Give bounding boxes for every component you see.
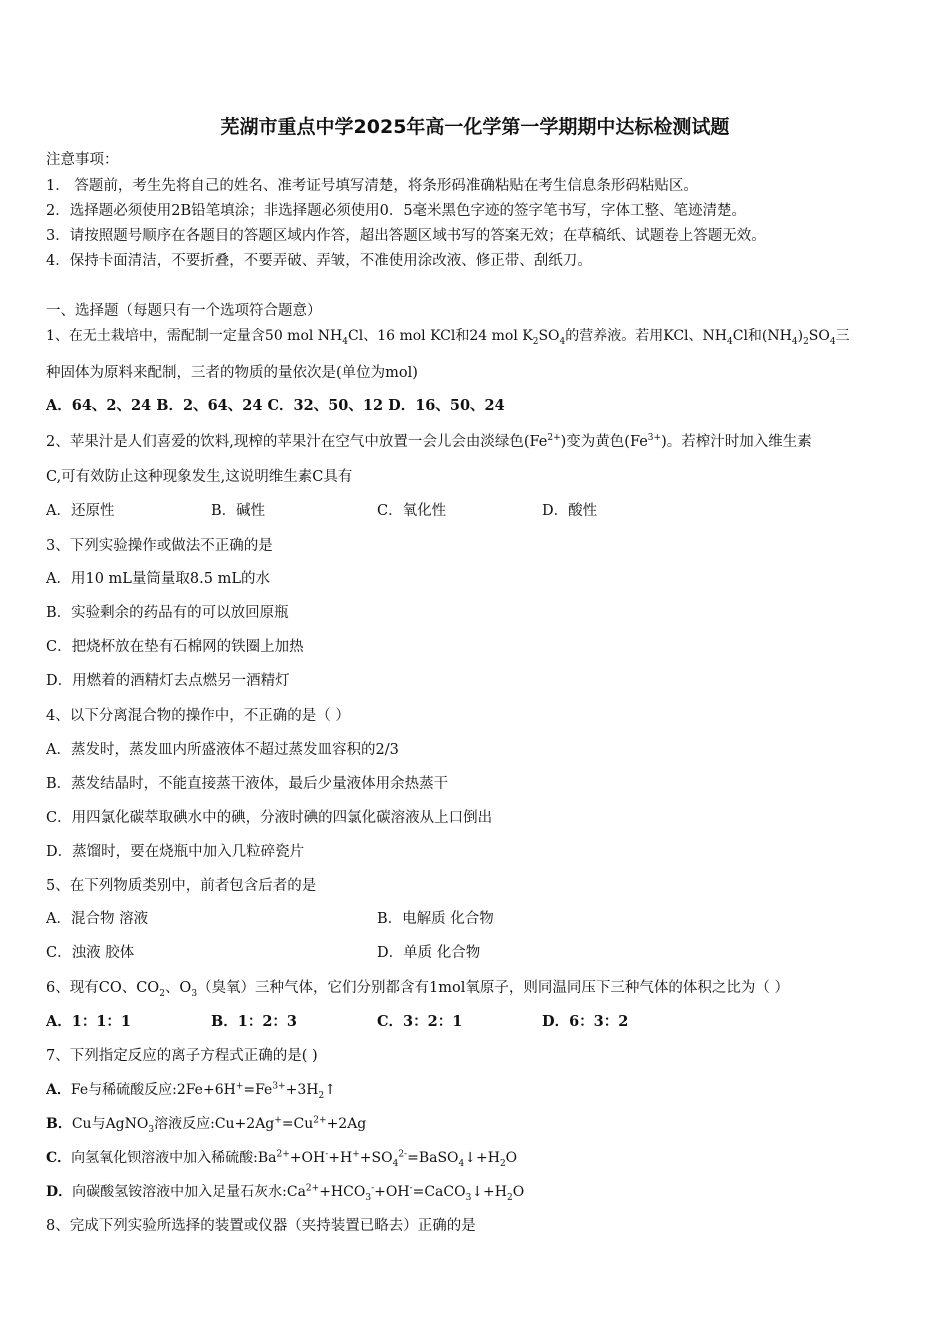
q6-option-a: A．1：1：1 <box>46 1013 132 1030</box>
q5-stem: 5、在下列物质类别中，前者包含后者的是 <box>46 878 317 894</box>
q6-option-d: D．6：3：2 <box>542 1013 629 1030</box>
q7-stem: 7、下列指定反应的离子方程式正确的是( ) <box>46 1048 318 1064</box>
q5-option-d: D．单质 化合物 <box>377 945 481 961</box>
q3-option-c: C．把烧杯放在垫有石棉网的铁圈上加热 <box>46 639 304 655</box>
q4-option-b: B．蒸发结晶时，不能直接蒸干液体，最后少量液体用余热蒸干 <box>46 776 449 792</box>
q4-option-a: A．蒸发时，蒸发皿内所盛液体不超过蒸发皿容积的2/3 <box>46 742 399 758</box>
notice-heading: 注意事项： <box>46 152 119 168</box>
q6-option-b: B．1：2：3 <box>211 1013 298 1030</box>
q4-option-c: C．用四氯化碳萃取碘水中的碘，分液时碘的四氯化碳溶液从上口倒出 <box>46 810 493 826</box>
q6-stem: 6、现有CO、$CO_2$、$O_3$（臭氧）三种气体，它们分别都含有1mol氧原子，则同温同压下三种气体的体积之比为（ ） <box>46 980 790 999</box>
q1-stem-line1: 1、在无土栽培中，需配制一定量含50 mol $NH_4Cl$、16 mol KCl和24 mol $K_2SO_4$的营养液。若用KCl、$NH_4Cl$和$(NH_4)_2SO_4$三 <box>46 328 850 347</box>
q2-stem-line1: 2、苹果汁是人们喜爱的饮料,现榨的苹果汁在空气中放置一会儿会由淡绿色$(Fe^{2+})$变为黄色$(Fe^{3+})$。若榨汁时加入维生素 <box>46 433 812 450</box>
q3-option-d: D．用燃着的酒精灯去点燃另一酒精灯 <box>46 673 290 689</box>
q1-options: A．64、2、24 B．2、64、24 C．32、50、12 D．16、50、24 <box>46 397 505 414</box>
q2-option-a: A．还原性 <box>46 503 115 519</box>
q5-option-c: C．浊液 胶体 <box>46 945 135 961</box>
notice-item-4: 4．保持卡面清洁，不要折叠，不要弄破、弄皱，不准使用涂改液、修正带、刮纸刀。 <box>46 253 592 269</box>
q7-option-c: C．向氢氧化钡溶液中加入稀硫酸$:Ba^{2+}+OH^-+H^++SO_4^{2-}=BaSO_4↓+H_2O$ <box>46 1149 518 1169</box>
q6-option-c: C．3：2：1 <box>377 1013 463 1030</box>
q1-stem-line2: 种固体为原料来配制，三者的物质的量依次是(单位为mol) <box>46 365 418 381</box>
q2-option-b: B．碱性 <box>211 503 266 519</box>
q7-option-b: B．Cu与AgNO$_3$溶液反应$:Cu+2Ag^+=Cu^{2+}+2Ag$ <box>46 1115 367 1135</box>
q3-option-a: A．用10 mL量筒量取8.5 mL的水 <box>46 571 270 587</box>
q4-option-d: D．蒸馏时，要在烧瓶中加入几粒碎瓷片 <box>46 844 305 860</box>
q2-stem-line2: C,可有效防止这种现象发生,这说明维生素C具有 <box>46 469 353 485</box>
q4-stem: 4、以下分离混合物的操作中，不正确的是（ ） <box>46 708 350 724</box>
q7-option-d: D．向碳酸氢铵溶液中加入足量石灰水$:Ca^{2+}+HCO_3^-+OH^-=CaCO_3↓+H_2O$ <box>46 1183 525 1203</box>
notice-item-3: 3．请按照题号顺序在各题目的答题区域内作答，超出答题区域书写的答案无效；在草稿纸、试题卷上答题无效。 <box>46 228 766 244</box>
q7-option-a: A．Fe与稀硫酸反应$:2Fe+6H^+=Fe^{3+}+3H_2↑$ <box>46 1081 336 1101</box>
section-heading: 一、选择题（每题只有一个选项符合题意） <box>46 303 322 319</box>
q2-option-c: C．氧化性 <box>377 503 447 519</box>
q8-stem: 8、完成下列实验所选择的装置或仪器（夹持装置已略去）正确的是 <box>46 1218 476 1234</box>
page-title: 芜湖市重点中学2025年高一化学第一学期期中达标检测试题 <box>220 116 730 138</box>
q5-option-a: A．混合物 溶液 <box>46 911 149 927</box>
q3-stem: 3、下列实验操作或做法不正确的是 <box>46 538 273 554</box>
q3-option-b: B．实验剩余的药品有的可以放回原瓶 <box>46 605 289 621</box>
notice-item-1: 1． 答题前，考生先将自己的姓名、准考证号填写清楚，将条形码准确粘贴在考生信息条形码粘贴区。 <box>46 178 698 194</box>
notice-item-2: 2．选择题必须使用2B铅笔填涂；非选择题必须使用0．5毫米黑色字迹的签字笔书写，字体工整、笔迹清楚。 <box>46 203 747 219</box>
q2-option-d: D．酸性 <box>542 503 598 519</box>
q5-option-b: B．电解质 化合物 <box>377 911 494 927</box>
